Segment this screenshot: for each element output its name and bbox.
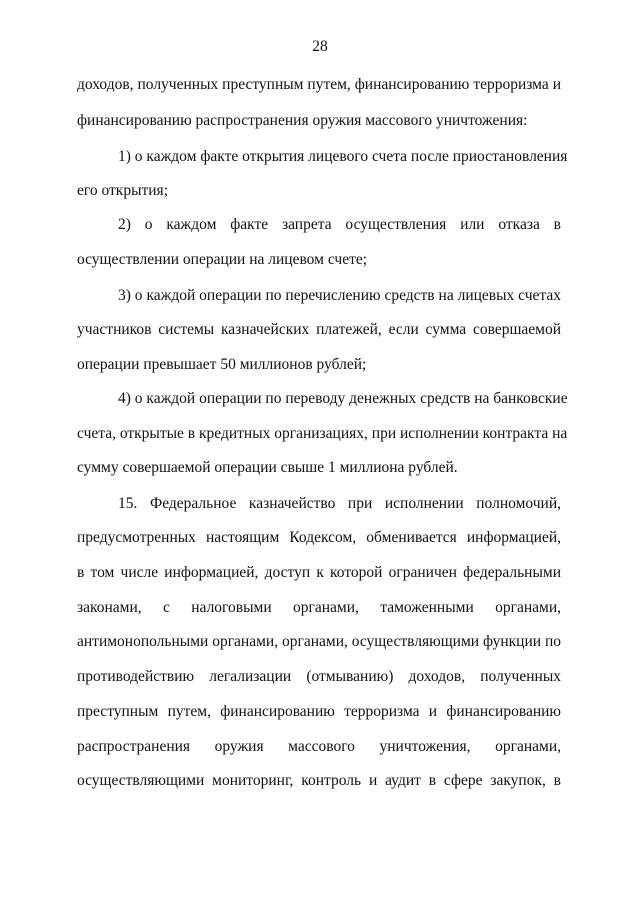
list-item-3-line: 3) о каждой операции по перечислению средств на лицевых счетах (118, 287, 561, 304)
text-line: осуществлении операции на лицевом счете; (77, 251, 368, 268)
text-line: законами, с налоговыми органами, таможенными органами, (77, 599, 561, 616)
text-line: операции превышает 50 миллионов рублей; (77, 356, 367, 373)
text-line: в том числе информацией, доступ к которой ограничен федеральными (77, 564, 561, 581)
text-line: сумму совершаемой операции свыше 1 миллиона рублей. (77, 459, 458, 476)
text-line: противодействию легализации (отмыванию) доходов, полученных (77, 668, 561, 685)
text-line: его открытия; (77, 182, 168, 199)
list-item-4-line: 4) о каждой операции по переводу денежных средств на банковские (118, 390, 568, 407)
list-item-1-line: 1) о каждом факте открытия лицевого счета после приостановления (118, 148, 568, 165)
text-line: распространения оружия массового уничтожения, органами, (77, 738, 561, 755)
text-line: предусмотренных настоящим Кодексом, обменивается информацией, (77, 529, 561, 546)
paragraph-15-line: 15. Федеральное казначейство при исполнении полномочий, (118, 495, 561, 512)
text-line: финансированию распространения оружия массового уничтожения: (77, 112, 528, 129)
text-line: счета, открытые в кредитных организациях, при исполнении контракта на (77, 425, 568, 442)
page-number: 28 (312, 38, 328, 55)
text-line: преступным путем, финансированию терроризма и финансированию (77, 703, 561, 720)
text-line: антимонопольными органами, органами, осуществляющими функции по (77, 633, 561, 650)
text-line: участников системы казначейских платежей, если сумма совершаемой (77, 321, 561, 338)
list-item-2-line: 2) о каждом факте запрета осуществления или отказа в (118, 216, 561, 233)
text-line: доходов, полученных преступным путем, финансированию терроризма и (77, 76, 561, 93)
text-line: осуществляющими мониторинг, контроль и аудит в сфере закупок, в (77, 772, 561, 789)
